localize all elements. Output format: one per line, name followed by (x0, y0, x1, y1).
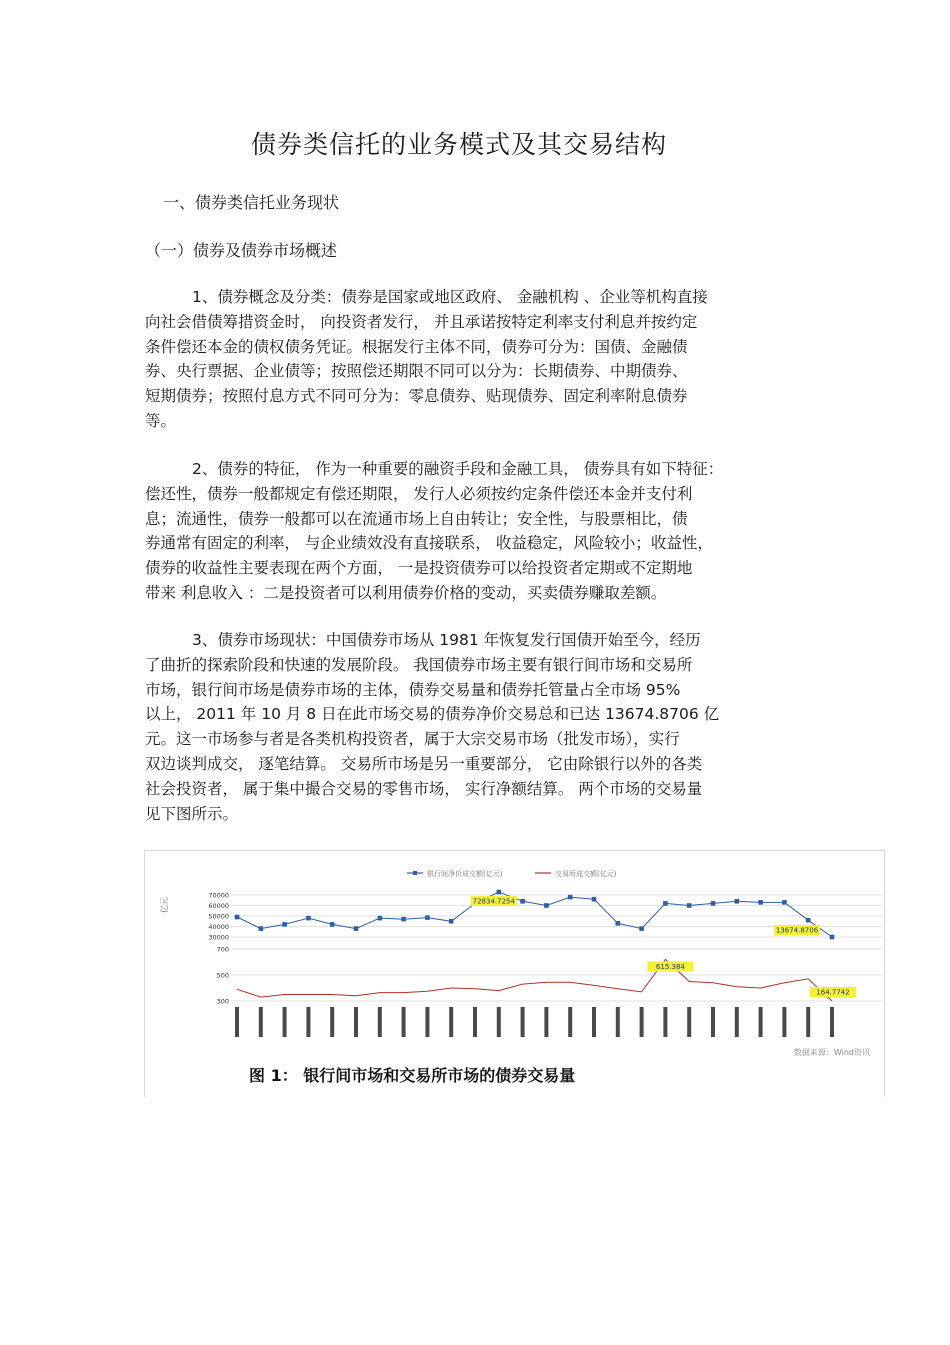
paragraph-line: 带来 利息收入 ：二是投资者可以利用债券价格的变动，买卖债券赚取差额。 (145, 583, 667, 602)
y-tick-label: 700 (216, 945, 229, 954)
doc-title: 债券类信托的业务模式及其交易结构 (250, 130, 667, 159)
x-tick-label (735, 1007, 739, 1037)
x-tick-label (711, 1007, 715, 1037)
data-point (378, 916, 383, 921)
y-tick-label: 50000 (208, 912, 229, 921)
paragraph-line: 元。这一市场参与者是各类机构投资者，属于大宗交易市场（批发市场），实行 (145, 730, 680, 749)
x-tick-label (663, 1007, 667, 1037)
figure-caption: 图 1： 银行间市场和交易所市场的债券交易量 (249, 1066, 576, 1085)
data-point (735, 899, 740, 904)
data-point (639, 926, 644, 931)
legend-marker (413, 871, 417, 875)
y-tick-label: 40000 (208, 923, 229, 931)
paragraph-line: 以上， 2011 年 10 月 8 日在此市场交易的债券净价交易总和已达 13674.8706 亿 (145, 705, 720, 724)
x-tick-label (640, 1007, 644, 1037)
data-point (663, 901, 668, 906)
data-point (235, 915, 240, 920)
data-point (282, 922, 287, 927)
x-tick-label (568, 1007, 572, 1037)
data-point (782, 900, 787, 905)
annotation-label: 615.384 (655, 962, 685, 971)
paragraph-line: 债券的收益性主要表现在两个方面， 一是投资债券可以给投资者定期或不定期地 (145, 559, 693, 578)
x-tick-label (449, 1007, 453, 1037)
paragraph-line: 券、央行票据、企业债等；按照偿还期限不同可以分为：长期债券、中期债券、 (145, 362, 688, 381)
data-point (306, 916, 311, 921)
data-point (758, 900, 763, 905)
y-tick-label: 60000 (208, 902, 229, 910)
data-point (711, 901, 716, 906)
y-axis-label: 亿元 (160, 897, 169, 913)
x-tick-label (687, 1007, 691, 1037)
legend-label: 银行间净价成交额(亿元) (427, 870, 503, 878)
paragraph-line: 向社会借债筹措资金时， 向投资者发行， 并且承诺按特定利率支付利息并按约定 (145, 312, 698, 331)
paragraph-line: 双边谈判成交， 逐笔结算。 交易所市场是另一重要部分， 它由除银行以外的各类 (145, 754, 703, 773)
paragraph-line: 短期债券；按照付息方式不同可分为：零息债券、贴现债券、固定利率附息债券 (145, 387, 688, 406)
x-tick-label (283, 1007, 287, 1037)
data-point (592, 897, 597, 902)
x-tick-label (782, 1007, 786, 1037)
data-point (568, 895, 573, 900)
paragraph-line: 社会投资者， 属于集中撮合交易的零售市场， 实行净额结算。 两个市场的交易量 (145, 779, 703, 798)
paragraph-line: 等。 (145, 411, 177, 430)
y-tick-label: 500 (216, 971, 229, 980)
x-tick-label (616, 1007, 620, 1037)
y-tick-label: 300 (216, 997, 229, 1006)
paragraph-line: 见下图所示。 (145, 804, 239, 823)
paragraph-line: 息；流通性，债券一般都可以在流通市场上自由转让；安全性，与股票相比，债 (145, 509, 688, 528)
paragraph-bond-features (145, 457, 810, 606)
paragraph-bond-market (145, 628, 810, 826)
data-point (520, 899, 525, 904)
data-point (449, 919, 454, 924)
figure-bond-volume (144, 850, 885, 1097)
data-point (616, 921, 621, 926)
data-point (544, 903, 549, 908)
paragraph-line: 市场，银行间市场是债券市场的主体，债券交易量和债券托管量占全市场 95% (145, 680, 681, 699)
data-point (354, 926, 359, 931)
x-tick-label (521, 1007, 525, 1037)
x-tick-label (806, 1007, 810, 1037)
data-point (259, 926, 264, 931)
section-heading: 一、债券类信托业务现状 (163, 193, 340, 212)
x-tick-label (354, 1007, 358, 1037)
paragraph-line: 了曲折的探索阶段和快速的发展阶段。 我国债券市场主要有银行间市场和交易所 (145, 655, 693, 674)
x-tick-label (378, 1007, 382, 1037)
paragraph-line: 条件偿还本金的债权债务凭证。根据发行主体不同，债券可分为：国债、金融债 (145, 337, 688, 356)
series-line (237, 892, 832, 937)
x-tick-label (473, 1007, 477, 1037)
x-tick-label (306, 1007, 310, 1037)
x-tick-label (235, 1007, 239, 1037)
data-point (687, 903, 692, 908)
x-tick-label (759, 1007, 763, 1037)
x-tick-label (425, 1007, 429, 1037)
annotation-label: 164.7742 (816, 988, 850, 997)
data-point (497, 890, 502, 895)
x-tick-label (259, 1007, 263, 1037)
paragraph-line: 2、债券的特征， 作为一种重要的融资手段和金融工具， 债券具有如下特征： (192, 460, 724, 478)
x-tick-label (544, 1007, 548, 1037)
data-point (330, 922, 335, 927)
data-point (425, 915, 430, 920)
data-point (830, 935, 835, 940)
paragraph-line: 1、债券概念及分类：债券是国家或地区政府、 金融机构 、企业等机构直接 (192, 288, 708, 306)
x-tick-label (402, 1007, 406, 1037)
bond-volume-chart (145, 851, 884, 1056)
paragraph-line: 3、债券市场现状：中国债券市场从 1981 年恢复发行国债开始至今，经历 (192, 631, 701, 649)
x-tick-label (497, 1007, 501, 1037)
paragraph-bond-concept (145, 285, 810, 434)
x-tick-label (330, 1007, 334, 1037)
annotation-label: 72834.7254 (472, 897, 515, 906)
subsection-heading: （一）债券及债券市场概述 (145, 241, 338, 260)
x-tick-label (830, 1007, 834, 1037)
paragraph-line: 券通常有固定的利率， 与企业绩效没有直接联系， 收益稳定，风险较小；收益性， (145, 534, 713, 553)
series-line (237, 959, 832, 1001)
legend-label: 交易所成交额(亿元) (555, 870, 617, 878)
paragraph-line: 偿还性，债券一般都规定有偿还期限， 发行人必须按约定条件偿还本金并支付利 (145, 484, 693, 503)
x-tick-label (592, 1007, 596, 1037)
data-point (806, 918, 811, 923)
data-point (401, 917, 406, 922)
y-tick-label: 30000 (208, 933, 229, 942)
y-tick-label: 70000 (208, 891, 229, 900)
annotation-label: 13674.8706 (775, 926, 819, 935)
figure-source: 数据来源：Wind资讯 (793, 1048, 870, 1057)
